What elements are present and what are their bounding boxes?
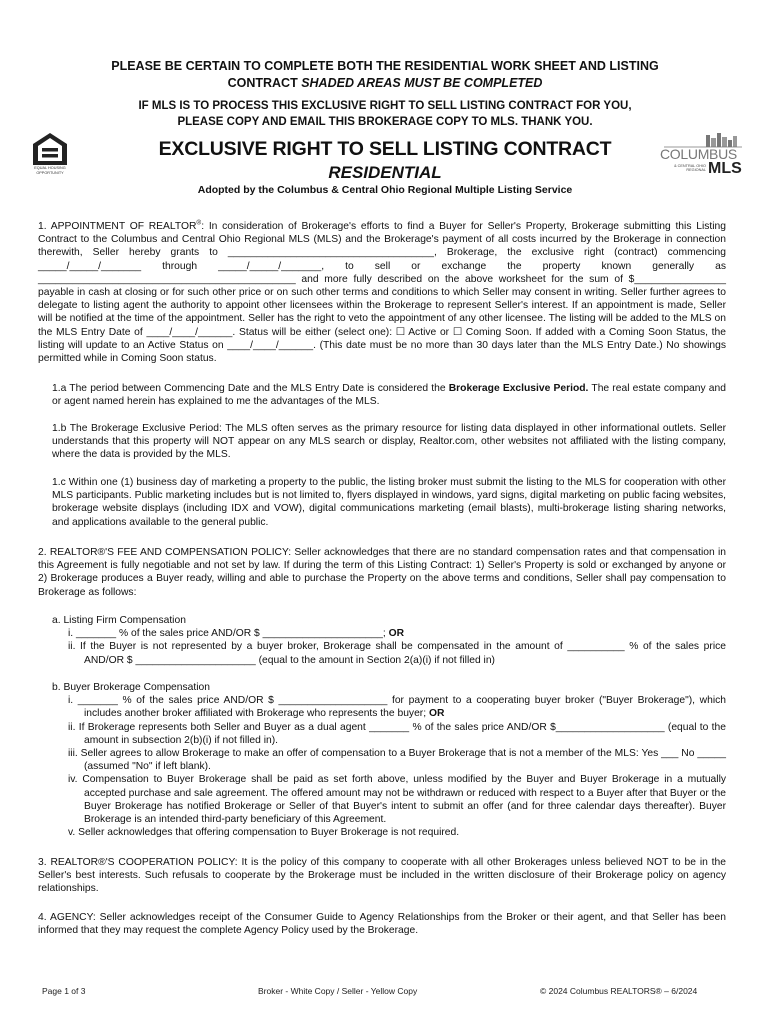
section-3-paragraph: 3. REALTOR®'S COOPERATION POLICY: It is the policy of this company to cooperate with all other Brokerages unless believed NOT to be in the Seller's best interests. Such refusals to cooperate by the Brokerage must be included in the written disclosure of their Brokerage policy on agency relationships. xyxy=(38,857,726,895)
section-2b-i-or: OR xyxy=(428,708,445,720)
section-1a xyxy=(52,382,726,408)
header-line-3: IF MLS IS TO PROCESS THIS EXCLUSIVE RIGHT TO SELL LISTING CONTRACT FOR YOU, xyxy=(138,100,632,112)
header-line-4: PLEASE COPY AND EMAIL THIS BROKERAGE COPY TO MLS. THANK YOU. xyxy=(177,116,593,128)
section-2-paragraph: 2. REALTOR®'S FEE AND COMPENSATION POLICY: Seller acknowledges that there are no standard compensation rates and that compensation in this Agreement is fully negotiable and not set by law. If during the term of this Listing Contract: 1) Seller's Property is sold or exchanged by anyone or 2) Brokerage produces a Buyer ready, willing and able to purchase the Property on the above terms and conditions, Seller shall pay compensation to Brokerage as follows: xyxy=(38,547,726,598)
section-1b xyxy=(52,422,726,462)
section-1a-paragraph xyxy=(52,382,726,408)
header-line-2-text: CONTRACT xyxy=(227,76,302,90)
section-2b-ii: ii. If Brokerage represents both Seller and Buyer as a dual agent _______ % of the sales price AND/OR $___________________ (equal to the amount in subsection 2(b)(i) if not filled in). xyxy=(68,721,726,746)
section-1-appointment xyxy=(38,220,726,365)
section-1-heading: 1. APPOINTMENT OF REALTOR xyxy=(38,221,197,232)
section-1-paragraph xyxy=(38,220,726,365)
section-1a-text-1: 1.a The period between Commencing Date and the MLS Entry Date is considered the xyxy=(52,383,449,394)
page-title: EXCLUSIVE RIGHT TO SELL LISTING CONTRACT xyxy=(158,138,612,160)
section-2a-heading: a. Listing Firm Compensation xyxy=(52,615,186,626)
header-line-1: PLEASE BE CERTAIN TO COMPLETE BOTH THE RESIDENTIAL WORK SHEET AND LISTING xyxy=(111,59,659,73)
section-2b-iii: iii. Seller agrees to allow Brokerage to make an offer of compensation to a Buyer Brokerage that is not a member of the MLS: Yes ___ No _____ (assumed "No" if left blank). xyxy=(68,748,726,773)
section-2a-ii: ii. If the Buyer is not represented by a buyer broker, Brokerage shall be compensated in the amount of __________ % of the sales price AND/OR $ _____________________ (equal to the amount in Section 2(a)(i) if not filled in) xyxy=(68,641,726,666)
section-2b-i-text: i. _______ % of the sales price AND/OR $ ___________________ for payment to a cooperating buyer broker ("Buyer Brokerage"), which includes another broker affiliated with Brokerage who represents the buyer; xyxy=(68,695,726,720)
section-1c-paragraph: 1.c Within one (1) business day of marketing a property to the public, the listing broker must submit the listing to the MLS for cooperation with other MLS participants. Public marketing includes but is not limited to, flyers displayed in windows, yard signs, digital marketing on public facing websites, brokerage website displays (including IDX and VOW), digital communications marketing (email blasts), multi-brokerage listing sharing networks, and applications available to the general public. xyxy=(52,477,726,528)
eho-caption-1: EQUAL HOUSING xyxy=(34,166,66,170)
section-2b-v: v. Seller acknowledges that offering compensation to Buyer Brokerage is not required. xyxy=(68,827,460,839)
adopted-by-line: Adopted by the Columbus & Central Ohio Regional Multiple Listing Service xyxy=(197,184,573,196)
section-4-paragraph: 4. AGENCY: Seller acknowledges receipt of the Consumer Guide to Agency Relationships from the Broker or their agent, and that Seller has been informed that they may request the complete Agency Policy used by the Brokerage. xyxy=(38,912,726,937)
copyright-notice: © 2024 Columbus REALTORS® – 6/2024 xyxy=(540,986,698,996)
header-line-2 xyxy=(40,75,730,92)
section-2-fee-policy xyxy=(38,546,726,599)
equal-housing-caption xyxy=(30,166,70,175)
copy-distribution: Broker - White Copy / Seller - Yellow Copy xyxy=(258,986,418,996)
section-2a-i-or: OR xyxy=(388,628,405,640)
section-2b-iv: iv. Compensation to Buyer Brokerage shall be paid as set forth above, unless modified by the Buyer and Buyer Brokerage in a mutually accepted purchase and sale agreement. The offered amount may not be withdrawn or reduced with respect to a Buyer after that Buyer or the Buyer Brokerage has notified Brokerage or Seller of that Buyer's intent to submit an offer (and for three calendar days thereafter). Buyer Brokerage is an intended third-party beneficiary of this Agreement. xyxy=(68,774,726,826)
columbus-mls-logo xyxy=(658,132,744,178)
section-1a-text-2: The real estate company and or agent named herein has explained to me the advantages of the MLS. xyxy=(52,383,726,408)
brokerage-exclusive-period: Brokerage Exclusive Period. xyxy=(448,383,589,394)
instruction-header xyxy=(40,58,730,92)
mls-instruction xyxy=(40,98,730,130)
registered-mark: ® xyxy=(196,219,202,227)
section-1b-paragraph: 1.b The Brokerage Exclusive Period: The MLS often serves as the primary resource for listing data displayed in other informational outlets. Seller understands that this property will NOT appear on any MLS search or display, Realtor.com, other websites not affiliated with the listing company, where the data is provided by the MLS. xyxy=(52,423,726,461)
header-shaded-note: SHADED AREAS MUST BE COMPLETED xyxy=(301,76,543,90)
section-2b-heading: b. Buyer Brokerage Compensation xyxy=(52,682,210,693)
mls-logo-sub: & CENTRAL OHIO REGIONAL xyxy=(674,164,706,173)
page-number: Page 1 of 3 xyxy=(42,986,86,996)
page-subtitle: RESIDENTIAL xyxy=(328,163,442,182)
section-3-cooperation xyxy=(38,856,726,896)
mls-logo-mls: MLS xyxy=(708,160,742,177)
mls-logo-columbus: COLUMBUS xyxy=(660,146,737,162)
section-2a-listing-firm xyxy=(52,614,726,667)
section-1-text: : In consideration of Brokerage's efforts to find a Buyer for Seller's Property, Brokerage submitting this Listing Contract to the Columbus and Central Ohio Regional MLS (MLS) and the Brokerage's payment of all costs incurred by the Brokerage in connection therewith, Seller hereby grants to ____________________________________, Brokerage, the exclusive right (contract) commencing _____/_____/_______ through _____/_____/_______, to sell or exchange the property known generally as _____________________________________________ and more fully described on the above worksheet for the sum of $________________ payable in cash at closing or for such other price or on such other terms and conditions to which Seller may consent in writing. Seller further agrees to delegate to listing agent the authority to appoint other licensees within the Brokerage to represent Seller's interest. If an appointment is made, Seller will be notified at the time of the appointment. Seller has the right to veto the appointment of any other licensee. The listing will be added to the MLS on the MLS Entry Date of ____/____/______. Status will be either (select one): ☐ Active or ☐ Coming Soon. If added with a Coming Soon Status, the listing will update to an Active Status on ____/____/______. (This date must be no more than 30 days later than the MLS Entry Date.) No showings permitted while in Coming Soon status. xyxy=(38,221,726,365)
section-4-agency xyxy=(38,911,726,937)
section-2a-i xyxy=(52,627,726,640)
section-1c xyxy=(52,476,726,529)
section-2b-buyer-brokerage xyxy=(52,681,726,839)
equal-housing-logo xyxy=(30,131,70,177)
eho-caption-2: OPPORTUNITY xyxy=(36,170,64,175)
title-block xyxy=(90,138,680,183)
section-2a-i-text: i. _______ % of the sales price AND/OR $ _____________________; xyxy=(68,628,389,640)
section-2b-i xyxy=(52,694,726,720)
